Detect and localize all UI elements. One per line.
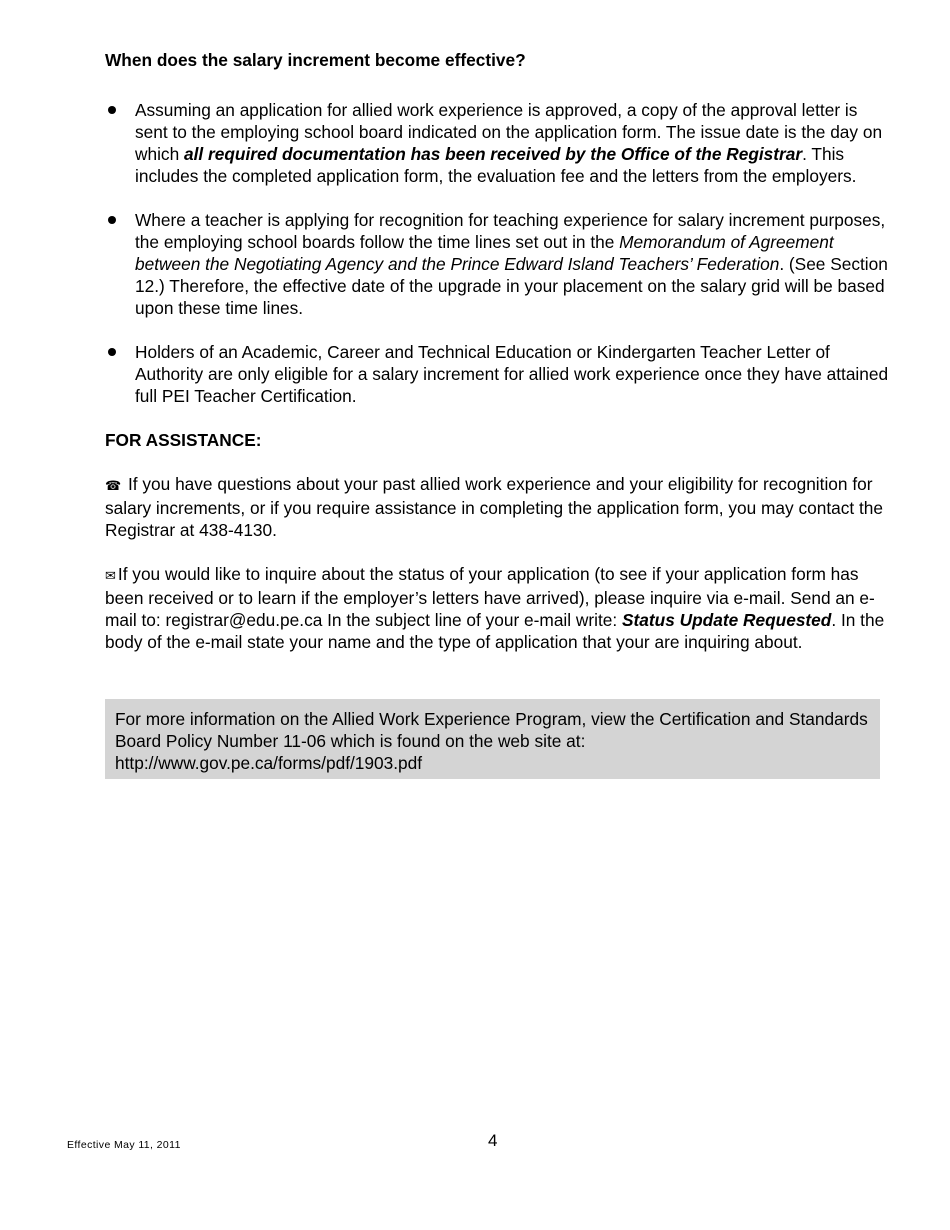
bullet-item	[105, 341, 890, 407]
phone-icon: ☎	[105, 478, 122, 493]
bullet-list	[105, 99, 890, 407]
assistance-heading: FOR ASSISTANCE:	[105, 430, 262, 450]
bullet-text: Holders of an Academic, Career and Technical Education or Kindergarten Teacher Letter of Authority are only eligible for a salary increment for allied work experience once they have attained full PEI Teacher Certification.	[135, 342, 889, 406]
section-heading: When does the salary increment become effective?	[105, 50, 526, 70]
bullet-emphasis: all required documentation has been received by the Office of the Registrar	[183, 144, 803, 164]
info-box-text: For more information on the Allied Work Experience Program, view the Certification and Standards Board Policy Number 11-06 which is found on the web site at: http://www.gov.pe.ca/forms/pdf/1903.pdf	[115, 709, 868, 773]
document-page	[105, 49, 890, 779]
bullet-dot-icon	[108, 348, 116, 356]
email-subject: Status Update Requested	[622, 610, 832, 630]
bullet-dot-icon	[108, 106, 116, 114]
bullet-text: Assuming an application for allied work experience is approved, a copy of the approval letter is sent to the employing school board indicated on the application form. The issue date is the day on which	[135, 100, 883, 164]
bullet-item	[105, 99, 890, 187]
mail-icon: ✉	[105, 568, 116, 583]
footer-effective-date: Effective May 11, 2011	[67, 1139, 181, 1151]
email-paragraph	[105, 563, 890, 653]
page-number: 4	[488, 1131, 498, 1150]
bullet-text: . This includes the completed application form, the evaluation fee and the letters from the employers.	[135, 144, 857, 186]
bullet-text: . (See Section 12.) Therefore, the effective date of the upgrade in your placement on the salary grid will be based upon these time lines.	[135, 254, 888, 318]
phone-text: If you have questions about your past allied work experience and your eligibility for recognition for salary increments, or if you require assistance in completing the application form, you may contact the Registrar at 438-4130.	[105, 474, 884, 540]
phone-paragraph	[105, 473, 890, 541]
bullet-text: Where a teacher is applying for recognition for teaching experience for salary increment purposes, the employing school boards follow the time lines set out in the	[135, 210, 886, 252]
bullet-item	[105, 209, 890, 319]
email-text: . In the body of the e-mail state your name and the type of application that your are inquiring about.	[105, 610, 885, 652]
bullet-dot-icon	[108, 216, 116, 224]
bullet-emphasis: Memorandum of Agreement between the Negotiating Agency and the Prince Edward Island Teachers’ Federation	[135, 232, 834, 274]
info-box	[105, 699, 880, 779]
email-text: If you would like to inquire about the status of your application (to see if your application form has been received or to learn if the employer’s letters have arrived), please inquire via e-mail. Send an e-mail to: registrar@edu.pe.ca In the subject line of your e-mail write:	[105, 564, 875, 630]
